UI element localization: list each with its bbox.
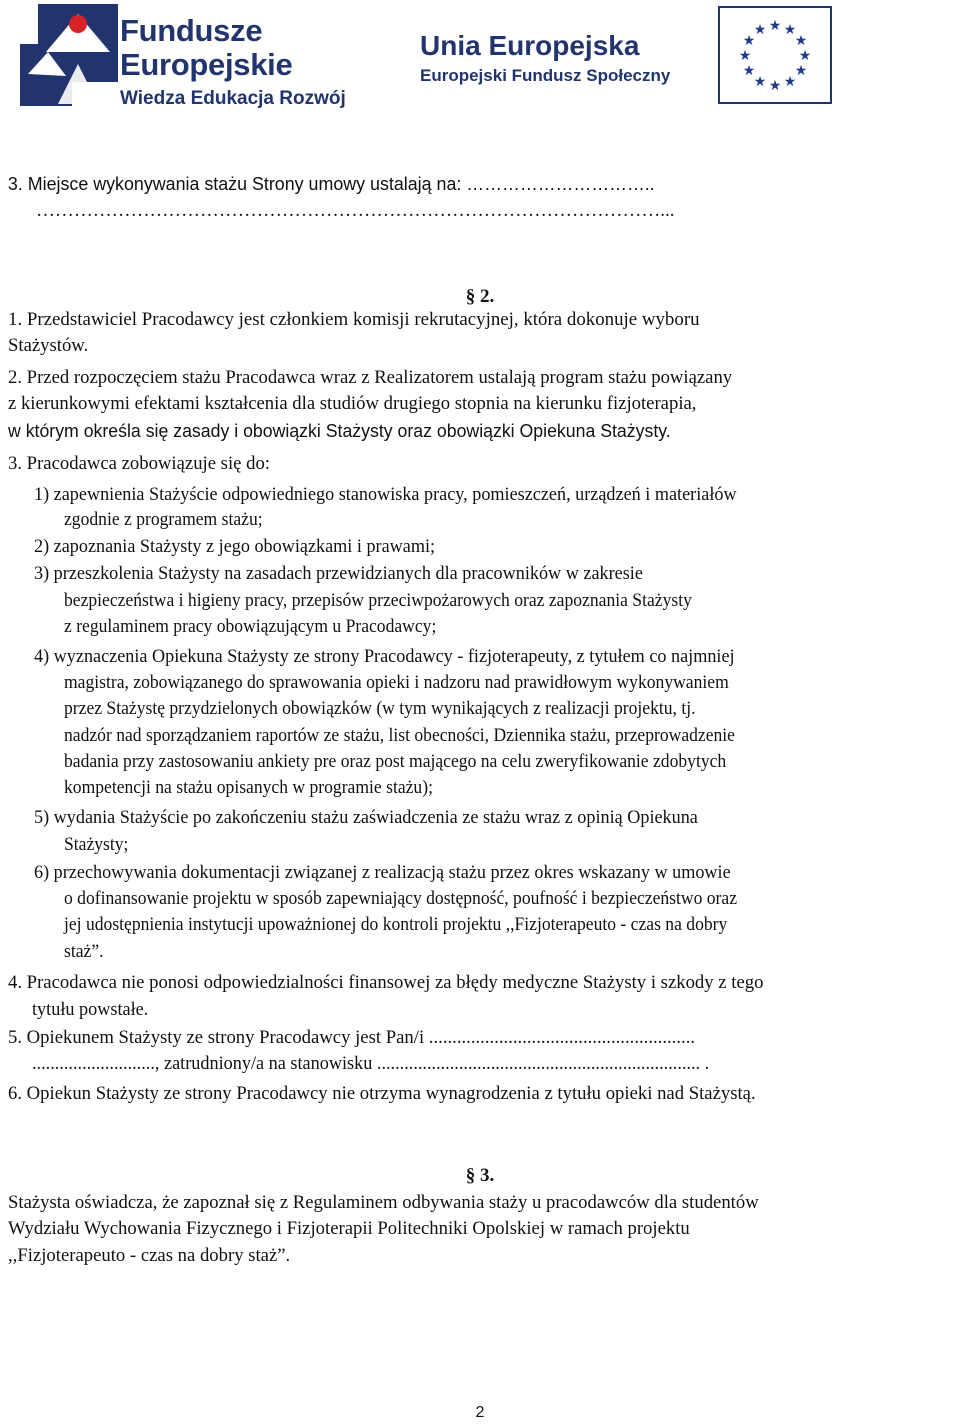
item-4-a: 4) wyznaczenia Opiekuna Stażysty ze strony Pracodawcy - fizjoterapeuty, z tytułem co najmniej	[34, 646, 735, 667]
item-4-d: nadzór nad sporządzaniem raportów ze stażu, list obecności, Dziennika stażu, przeprowadzenie	[64, 725, 735, 746]
svg-text:★: ★	[794, 33, 808, 49]
para-5-b: ..........................., zatrudniony/a na stanowisku ....................................................................... .	[32, 1053, 710, 1074]
svg-text:★: ★	[753, 22, 767, 38]
svg-text:★: ★	[794, 63, 808, 79]
fundusze-europejskie-logo	[18, 4, 123, 109]
line-dots: ………………………………………………………………………………………...	[36, 200, 675, 221]
page-header	[0, 0, 960, 115]
item-3-c: z regulaminem pracy obowiązującym u Pracodawcy;	[64, 616, 437, 637]
ue-logo-text	[420, 30, 670, 88]
ue-line2: Europejski Fundusz Społeczny	[420, 66, 671, 85]
item-5-a: 5) wydania Stażyście po zakończeniu stażu zaświadczenia ze stażu wraz z opinią Opiekuna	[34, 807, 698, 828]
svg-text:★: ★	[798, 48, 812, 64]
para-4-b: tytułu powstałe.	[32, 999, 149, 1020]
svg-text:★: ★	[768, 18, 782, 34]
para-5-a: 5. Opiekunem Stażysty ze strony Pracodawcy jest Pan/i .........................................................	[8, 1027, 696, 1048]
fe-logo-text	[120, 14, 346, 112]
svg-text:★: ★	[768, 78, 782, 94]
fe-line3: Wiedza Edukacja Rozwój	[120, 88, 346, 109]
para-2-line-a: 2. Przed rozpoczęciem stażu Pracodawca wraz z Realizatorem ustalają program stażu powiązany	[8, 367, 733, 388]
item-1-a: 1) zapewnienia Stażyście odpowiedniego stanowiska pracy, pomieszczeń, urządzeń i materiałów	[34, 484, 737, 505]
ue-line1: Unia Europejska	[420, 30, 640, 61]
text: 3. Miejsce wykonywania stażu Strony umowy ustalają na: …………………………..	[7, 174, 655, 194]
item-4-e: badania przy zastosowaniu ankiety pre oraz post mającego na celu zweryfikowanie zdobytych	[64, 751, 727, 772]
section-3-number: 3.	[480, 1165, 495, 1186]
fe-line1: Fundusze	[120, 13, 263, 48]
item-1-b: zgodnie z programem stażu;	[64, 509, 263, 530]
eu-flag-icon	[718, 6, 832, 104]
item-2-a: 2) zapoznania Stażysty z jego obowiązkami i prawami;	[34, 536, 436, 557]
item-5-b: Stażysty;	[64, 834, 129, 855]
para-2-line-b: z kierunkowymi efektami kształcenia dla studiów drugiego stopnia na kierunku fizjoterapia,	[8, 393, 697, 414]
item-6-c: jej udostępnienia instytucji upoważnionej do kontroli projektu ,,Fizjoterapeuto - czas na dobry	[64, 914, 728, 935]
fe-line2: Europejskie	[120, 47, 293, 82]
item-3-a: 3) przeszkolenia Stażysty na zasadach przewidzianych dla pracowników w zakresie	[34, 563, 643, 584]
section-2-number: 2.	[480, 286, 495, 307]
svg-text:★: ★	[783, 22, 797, 38]
para-3-heading: 3. Pracodawca zobowiązuje się do:	[8, 453, 270, 474]
item-6-a: 6) przechowywania dokumentacji związanej z realizacją stażu przez okres wskazany w umowie	[34, 862, 731, 883]
item-4-b: magistra, zobowiązanego do sprawowania opieki i nadzoru nad prawidłowym wykonywaniem	[64, 672, 729, 693]
final-line-1: Stażysta oświadcza, że zapoznał się z Regulaminem odbywania staży u pracodawców dla studentów	[8, 1192, 759, 1213]
para-6: 6. Opiekun Stażysty ze strony Pracodawcy nie otrzyma wynagrodzenia z tytułu opieki nad Stażystą.	[8, 1083, 756, 1104]
svg-text:★: ★	[753, 74, 767, 90]
section-sign-icon: §	[465, 1165, 476, 1186]
svg-text:★: ★	[742, 63, 756, 79]
item-6-d: staż”.	[64, 941, 104, 962]
section-3-heading	[0, 1163, 960, 1189]
final-line-2: Wydziału Wychowania Fizycznego i Fizjoterapii Politechniki Opolskiej w ramach projektu	[8, 1218, 690, 1239]
section-sign-icon: §	[465, 286, 476, 307]
svg-text:★: ★	[738, 48, 752, 64]
svg-text:★: ★	[742, 33, 756, 49]
page-number: 2	[475, 1404, 485, 1421]
line-3-miejsce	[0, 171, 952, 197]
item-4-c: przez Stażystę przydzielonych obowiązków (w tym wynikających z realizacji projektu, tj.	[64, 698, 696, 719]
para-2-line-c: w którym określa się zasady i obowiązki Stażysty oraz obowiązki Opiekuna Stażysty.	[8, 421, 671, 441]
item-4-f: kompetencji na stażu opisanych w programie stażu);	[64, 777, 433, 798]
para-1-line-a: 1. Przedstawiciel Pracodawcy jest członkiem komisji rekrutacyjnej, która dokonuje wyboru	[8, 309, 700, 330]
para-4-a: 4. Pracodawca nie ponosi odpowiedzialności finansowej za błędy medyczne Stażysty i szkody z tego	[8, 972, 764, 993]
item-3-b: bezpieczeństwa i higieny pracy, przepisów przeciwpożarowych oraz zapoznania Stażysty	[64, 590, 692, 611]
item-6-b: o dofinansowanie projektu w sposób zapewniający dostępność, poufność i bezpieczeństwo oraz	[64, 888, 738, 909]
final-line-3: ,,Fizjoterapeuto - czas na dobry staż”.	[8, 1245, 291, 1266]
para-1-line-b: Stażystów.	[8, 335, 89, 356]
svg-text:★: ★	[783, 74, 797, 90]
